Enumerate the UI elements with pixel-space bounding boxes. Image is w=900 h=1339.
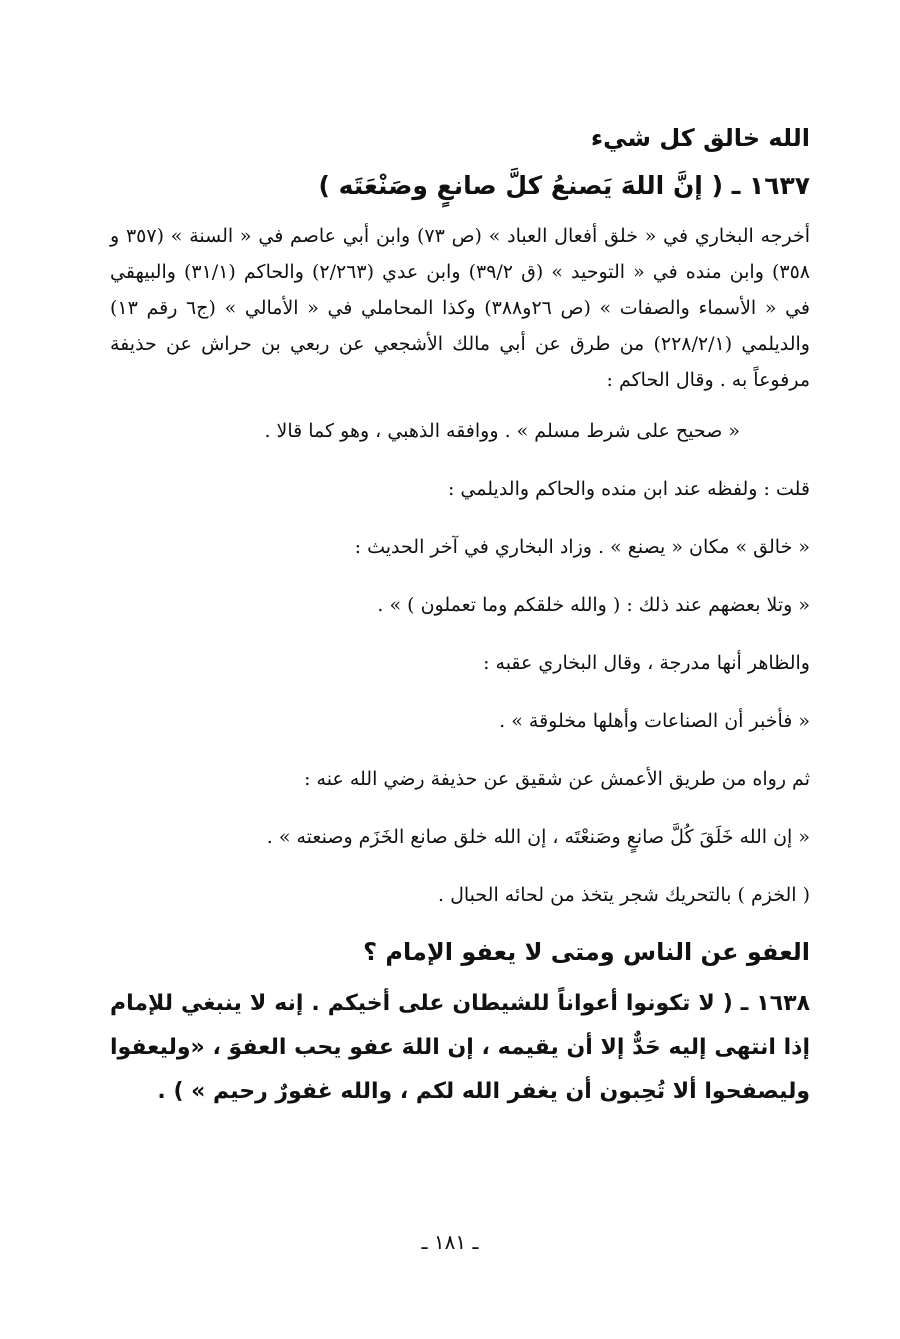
takhrij-paragraph: أخرجه البخاري في « خلق أفعال العباد » (ص ٧٣) وابن أبي عاصم في « السنة » (٣٥٧ و ٣٥٨) وابن منده في « التوحيد » (ق ٣٩/٢) وابن عدي (٢/٢٦٣) والحاكم (٣١/١) والبيهقي في « الأسماء والصفات » (ص ٢٦و٣٨٨) وكذا المحاملي في « الأمالي » (ج٦ رقم ١٣) والديلمي (٢٢٨/٢/١) من طرق عن أبي مالك الأشجعي عن ربعي بن حراش عن حذيفة مرفوعاً به . وقال الحاكم : [110,225,811,391]
commentary-line: « إن الله خَلَقَ كُلَّ صانعٍ وصَنعْتَه ، إن الله خلق صانع الخَزَم وصنعته » . [266,826,810,848]
commentary-line: والظاهر أنها مدرجة ، وقال البخاري عقبه : [483,652,810,674]
commentary-block [110,416,810,910]
commentary-line: « وتلا بعضهم عند ذلك : ( والله خلقكم وما تعملون ) » . [377,594,810,616]
commentary-line: ثم رواه من طريق الأعمش عن شقيق عن حذيفة رضي الله عنه : [304,768,810,790]
commentary-line: « فأخبر أن الصناعات وأهلها مخلوقة » . [499,710,810,732]
commentary-line: قلت : ولفظه عند ابن منده والحاكم والديلمي : [447,478,810,500]
hadith-heading: ١٦٣٧ ـ ( إنَّ اللهَ يَصنعُ كلَّ صانعٍ وصَنْعَتَه ) [318,171,810,200]
commentary-line: ( الخزم ) بالتحريك شجر يتخذ من لحائه الحبال . [438,884,810,906]
chapter-title: العفو عن الناس ومتى لا يعفو الإمام ؟ [363,938,810,966]
hadith-text: ١٦٣٨ ـ ( لا تكونوا أعواناً للشيطان على أخيكم . إنه لا ينبغي للإمام إذا انتهى إليه حَدٌّ إلا أن يقيمه ، إن اللهَ عفو يحب العفوَ ، «وليعفوا وليصفحوا ألا تُحِبون أن يغفر الله لكم ، والله غفورٌ رحيم » ) . [110,991,810,1104]
chapter-title: الله خالق كل شيء [590,124,810,152]
commentary-line: « صحيح على شرط مسلم » . ووافقه الذهبي ، وهو كما قالا . [264,420,740,442]
commentary-line: « خالق » مكان « يصنع » . وزاد البخاري في آخر الحديث : [354,536,810,558]
page-body [110,118,810,1114]
page-number: ـ ١٨١ ـ [421,1230,479,1254]
